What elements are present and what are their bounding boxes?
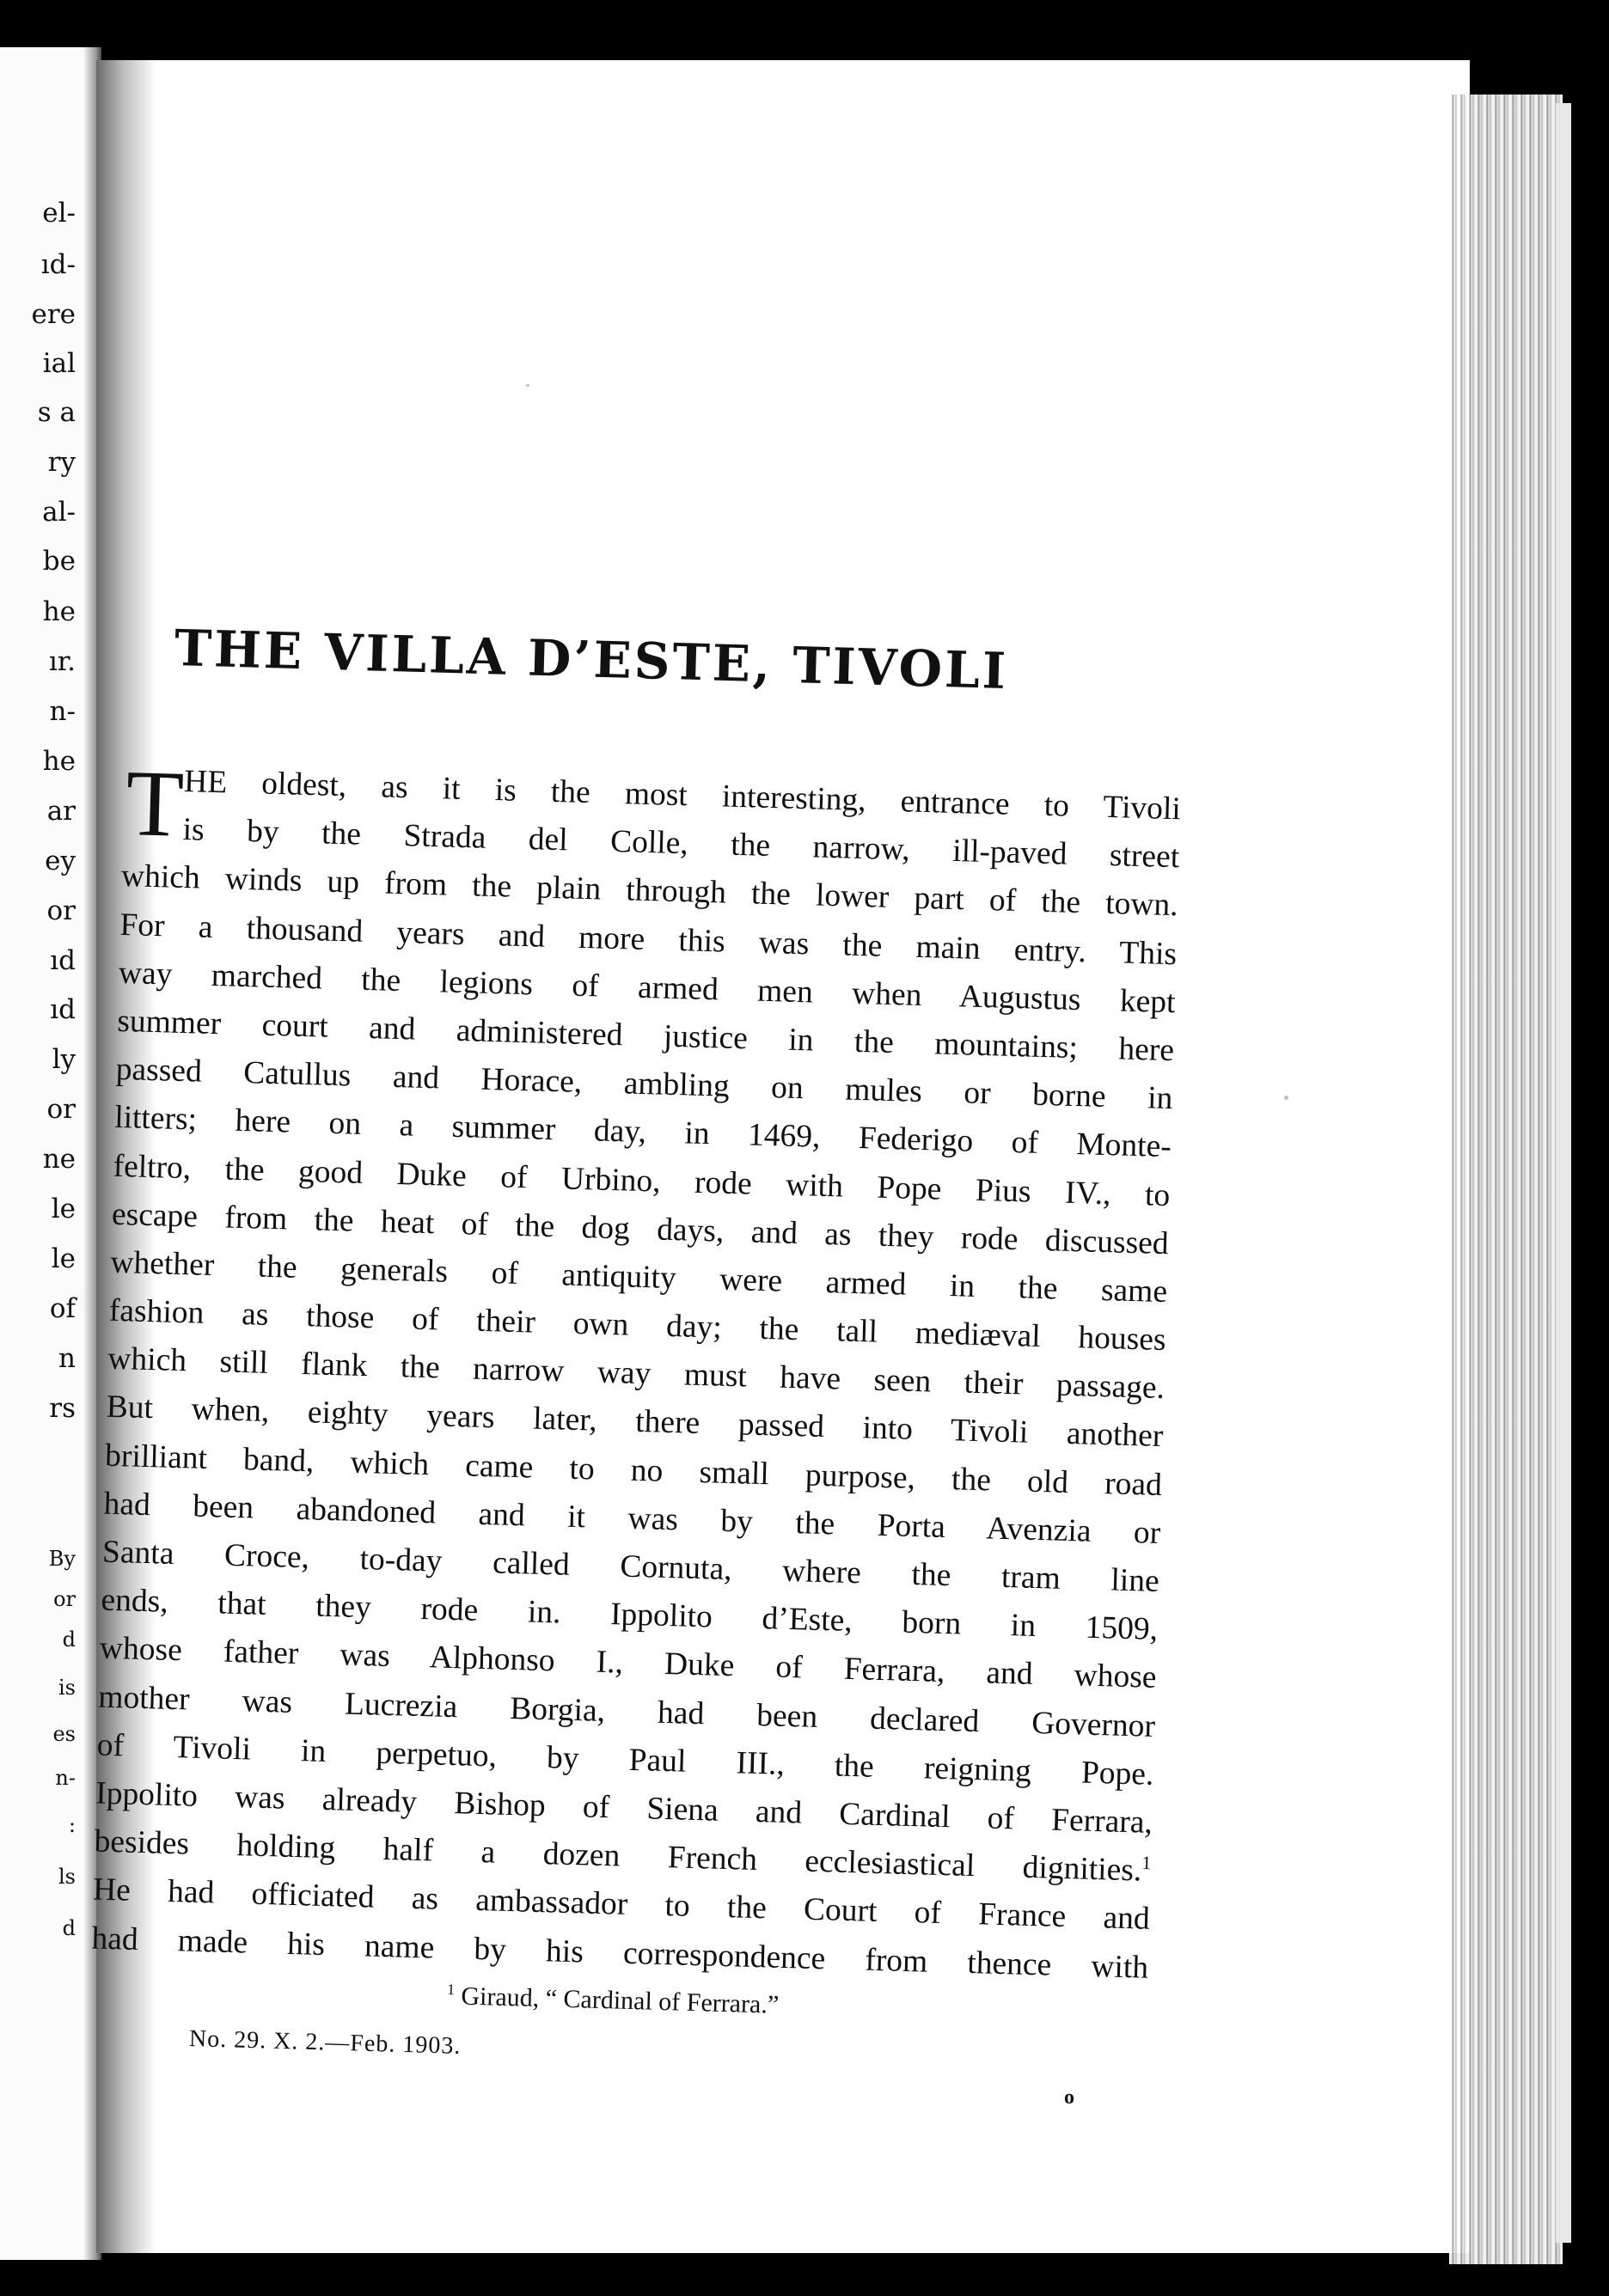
previous-page-fragment: le [51,1194,76,1224]
previous-page-fragment: n- [55,1766,76,1790]
previous-page-fragment: ıd- [40,249,76,280]
previous-page-fragment: s a [37,397,76,428]
previous-page-fragment: ly [52,1044,76,1075]
previous-page-fragment: ıd [50,945,76,976]
text-line: He had officiated as ambassador to the Court of France and [92,1872,1151,1938]
previous-page-edge [0,47,101,2260]
previous-page-fragment: or [53,1587,76,1611]
previous-page-fragment: le [51,1243,76,1274]
previous-page-fragment: or [46,895,76,926]
footnote-text: Giraud, “ Cardinal of Ferrara.” [461,1982,780,2019]
text-line: But when, eighty years later, there passed into Tivoli another [106,1389,1164,1455]
page-fore-edge-outer [1556,103,1571,2243]
previous-page-fragment: d [62,1916,76,1940]
text-line: of Tivoli in perpetuo, by Paul III., the reigning Pope. [96,1727,1154,1792]
previous-page-fragment: el- [42,198,76,229]
text-line: ends, that they rode in. Ippolito d’Este, born in 1509, [100,1582,1159,1648]
text-line: escape from the heat of the dog days, and as they rode discussed [111,1196,1170,1261]
text-line: Ippolito was already Bishop of Siena and Cardinal of Ferrara, [95,1775,1153,1841]
previous-page-fragment: : [68,1813,76,1837]
previous-page-fragment: n- [49,696,76,727]
text-line: Santa Croce, to-day called Cornuta, where the tram line [101,1534,1160,1599]
previous-page-fragment: of [49,1293,76,1324]
previous-page-fragment: ar [46,796,76,827]
text-line: passed Catullus and Horace, ambling on mules or borne in [115,1051,1173,1117]
previous-page-fragment: be [42,546,76,577]
previous-page-fragment: ne [42,1144,76,1175]
footnote-marker: 1 [446,1981,456,1999]
text-line: had been abandoned and it was by the Porta Avenzia or [103,1486,1161,1551]
previous-page-fragment: is [58,1676,76,1700]
previous-page-fragment: n [58,1343,76,1374]
text-line-content: besides holding half a dozen French ecclesiastical dignities. [94,1823,1142,1889]
text-line: fashion as those of their own day; the tall mediæval houses [108,1292,1167,1359]
text-line: which winds up from the plain through the lower part of the town. [120,858,1179,924]
article-body [91,750,1182,1992]
article-lines [91,750,1182,1992]
text-line: feltro, the good Duke of Urbino, rode with Pope Pius IV., to [113,1148,1171,1213]
text-line: way marched the legions of armed men when Augustus kept [118,955,1177,1020]
text-line: For a thousand years and more this was the main entry. This [119,907,1178,972]
previous-page-fragment: By [48,1547,76,1571]
previous-page-fragment: ıd [50,994,76,1025]
drop-cap: T [124,750,186,857]
previous-page-fragment: he [42,596,76,627]
text-line: summer court and administered justice in the mountains; here [116,1003,1175,1069]
previous-page-fragment: ır. [48,646,76,677]
previous-page-fragment: or [46,1094,76,1125]
text-line: which still flank the narrow way must have seen their passage. [107,1340,1165,1407]
text-line: litters; here on a summer day, in 1469, Federigo of Monte- [113,1100,1172,1165]
text-line: whose father was Alphonso I., Duke of Ferrara, and whose [99,1630,1158,1696]
article-title: THE VILLA D’ESTE, TIVOLI [174,619,1009,701]
previous-page-fragment: es [52,1722,76,1746]
previous-page-fragment: d [62,1627,76,1652]
page-fore-edge [1449,95,1563,2264]
text-line: brilliant band, which came to no small purpose, the old road [104,1438,1163,1503]
previous-page-fragment: ey [45,846,76,876]
previous-page-fragment: ry [47,447,76,478]
footnote-reference: 1 [1141,1852,1152,1874]
text-line: is by the Strada del Colle, the narrow, ill-paved street [182,812,1180,876]
issue-line: No. 29. X. 2.—Feb. 1903. [188,2025,462,2060]
text-line: had made his name by his correspondence from thence with [91,1920,1149,1986]
text-line: mother was Lucrezia Borgia, had been declared Governor [97,1679,1156,1744]
previous-page-fragment: he [42,746,76,777]
text-line: whether the generals of antiquity were armed in the same [109,1244,1168,1310]
page-speck [526,384,529,387]
page-speck [1284,1096,1288,1100]
text-line: HE oldest, as it is the most interesting, entrance to Tivoli [183,763,1182,827]
previous-page-fragment: ere [31,299,76,330]
previous-page-fragment: ial [42,348,76,379]
signature-mark: o [1064,2086,1074,2109]
previous-page-fragment: rs [49,1393,76,1424]
previous-page-fragment: al- [42,497,76,528]
previous-page-fragment: ls [58,1865,76,1889]
